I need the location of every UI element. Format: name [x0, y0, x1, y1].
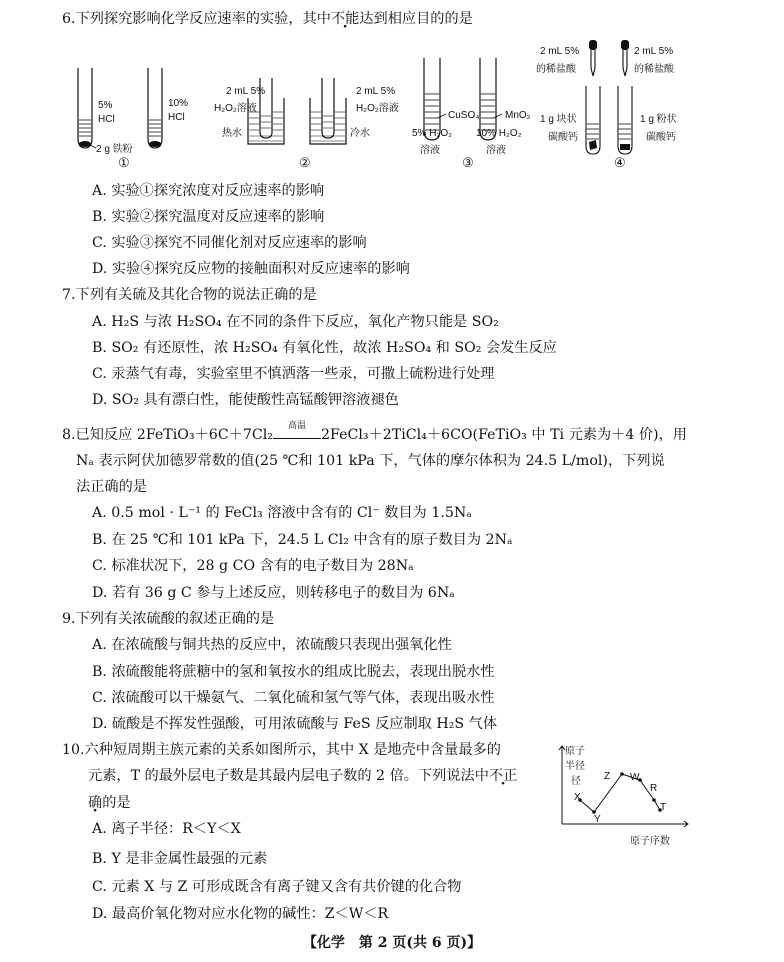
q7-option-d: D. SO₂ 具有漂白性，能使酸性高锰酸钾溶液褪色	[92, 392, 399, 408]
q6-option-d: D. 实验④探究反应物的接触面积对反应速率的影响	[92, 261, 410, 277]
fig4-acid-1b: 的稀盐酸	[536, 64, 576, 75]
graph-label-x: X	[574, 792, 581, 803]
fig2-hot-water: 热水	[222, 128, 242, 139]
q10-stem-line2-text: 元素，T 的最外层电子数是其最内层电子数的 2 倍。下列说法中	[88, 768, 489, 784]
q8-equation-left: 8.已知反应 2FeTiO₃＋6C＋7Cl₂	[62, 427, 273, 443]
q6-option-b: B. 实验②探究温度对反应速率的影响	[92, 209, 325, 225]
graph-label-w: W	[630, 772, 640, 783]
q10-option-a: A. 离子半径：R＜Y＜X	[92, 821, 241, 837]
fig3-sol-2b: 溶液	[486, 145, 506, 156]
fig1-right-conc: 10%	[168, 98, 189, 109]
q10-stem-line3-text: 的是	[102, 795, 131, 811]
q10-option-d: D. 最高价氧化物对应水化物的碱性：Z＜W＜R	[92, 906, 389, 922]
fig2-left-vol: 2 mL 5%	[226, 86, 266, 97]
fig4-solid-1a: 1 g 块状	[540, 114, 577, 125]
graph-label-r: R	[650, 783, 658, 794]
q9-option-d: D. 硫酸是不挥发性强酸，可用浓硫酸与 FeS 反应制取 H₂S 气体	[92, 716, 498, 732]
graph-point-z	[620, 772, 624, 776]
graph-ylabel-2: 半径	[565, 761, 585, 772]
q8-option-b: B. 在 25 ℃和 101 kPa 下，24.5 L Cl₂ 中含有的原子数目为 2Nₐ	[92, 532, 513, 548]
fig3-catalyst-2: MnO₂	[505, 110, 531, 121]
q6-stem-post: 达到相应目的的是	[359, 11, 473, 27]
fig1-left-acid: HCl	[98, 114, 115, 125]
page-footer: 【化学 第 2 页(共 6 页)】	[302, 935, 482, 951]
q10-option-b: B. Y 是非金属性最强的元素	[92, 851, 268, 867]
q10-stem-line2	[88, 765, 517, 787]
q6-stem-emphasis: 不能	[330, 11, 360, 27]
q6-option-c: C. 实验③探究不同催化剂对反应速率的影响	[92, 235, 367, 251]
q6-option-a: A. 实验①探究浓度对反应速率的影响	[92, 183, 325, 199]
fig2-right-sol: H₂O₂溶液	[356, 103, 399, 114]
fig4-acid-2b: 的稀盐酸	[634, 64, 674, 75]
fig3-sol-1b: 溶液	[420, 145, 440, 156]
graph-point-r	[652, 798, 656, 802]
q8-stem-line1	[62, 421, 687, 446]
fig4-solid-2b: 碳酸钙	[646, 132, 676, 143]
q9-option-c: C. 浓硫酸可以干燥氨气、二氧化硫和氢气等气体，表现出吸水性	[92, 690, 495, 706]
graph-label-t: T	[660, 802, 667, 813]
q8-option-a: A. 0.5 mol · L⁻¹ 的 FeCl₃ 溶液中含有的 Cl⁻ 数目为 1.5Nₐ	[92, 505, 472, 521]
q10-stem-line3	[88, 792, 131, 814]
graph-ylabel-1: 原子	[565, 746, 585, 757]
graph-ylabel-3: 径	[571, 776, 581, 787]
fig4-solid-1b: 碳酸钙	[548, 132, 578, 143]
q8-option-c: C. 标准状况下，28 g CO 含有的电子数目为 28Nₐ	[92, 558, 414, 574]
fig4-number: ④	[614, 156, 626, 171]
q6-stem	[62, 8, 473, 30]
q10-stem-line1: 10.六种短周期主族元素的关系如图所示，其中 X 是地壳中含量最多的	[62, 742, 501, 758]
q6-stem-pre: 6.下列探究影响化学反应速率的实验，其中	[62, 11, 331, 27]
graph-label-y: Y	[594, 814, 601, 825]
q10-option-c: C. 元素 X 与 Z 可形成既含有离子键又含有共价键的化合物	[92, 879, 462, 895]
fig1-iron: 2 g 铁粉	[96, 144, 133, 155]
q7-option-a: A. H₂S 与浓 H₂SO₄ 在不同的条件下反应，氧化产物只能是 SO₂	[92, 314, 499, 330]
q7-option-b: B. SO₂ 有还原性，浓 H₂SO₄ 有氧化性，故浓 H₂SO₄ 和 SO₂ 会发生反应	[92, 340, 557, 356]
q7-option-c: C. 汞蒸气有毒，实验室里不慎洒落一些汞，可撒上硫粉进行处理	[92, 366, 495, 382]
fig4-acid-2a: 2 mL 5%	[634, 46, 674, 57]
q9-option-a: A. 在浓硫酸与铜共热的反应中，浓硫酸只表现出强氧化性	[92, 637, 452, 653]
fig3-sol-1a: 5% H₂O₂	[412, 128, 452, 139]
q8-option-d: D. 若有 36 g C 参与上述反应，则转移电子的数目为 6Nₐ	[92, 585, 455, 601]
q6-figure-2	[240, 72, 370, 156]
q10-stem-emphasis-2: 确	[88, 795, 103, 811]
fig3-sol-2a: 10% H₂O₂	[476, 128, 522, 139]
fig2-number: ②	[299, 156, 311, 171]
fig1-left-conc: 5%	[98, 100, 113, 111]
q10-stem-emphasis: 不正	[488, 768, 518, 784]
q8-stem-line3: 法正确的是	[76, 479, 147, 495]
fig1-right-acid: HCl	[168, 112, 185, 123]
q9-option-b: B. 浓硫酸能将蔗糖中的氢和氧按水的组成比脱去，表现出脱水性	[92, 664, 495, 680]
fig4-acid-1a: 2 mL 5%	[540, 46, 580, 57]
q8-condition: 高温	[287, 421, 306, 431]
fig3-number: ③	[462, 156, 474, 171]
fig3-catalyst-1: CuSO₄	[448, 110, 480, 121]
q7-stem: 7.下列有关硫及其化合物的说法正确的是	[62, 287, 317, 303]
q8-stem-line2: Nₐ 表示阿伏加德罗常数的值(25 ℃和 101 kPa 下，气体的摩尔体积为 24.5 L/mol)，下列说	[76, 453, 665, 469]
q8-equation-right: 2FeCl₃＋2TiCl₄＋6CO(FeTiO₃ 中 Ti 元素为＋4 价)，用	[320, 427, 687, 443]
q9-stem: 9.下列有关浓硫酸的叙述正确的是	[62, 611, 275, 627]
q6-figure-4	[580, 38, 640, 162]
fig4-solid-2a: 1 g 粉状	[640, 114, 677, 125]
fig2-cold-water: 冷水	[350, 128, 370, 139]
fig1-number: ①	[118, 156, 130, 171]
graph-xlabel: 原子序数	[630, 836, 670, 847]
q8-reaction-arrow	[273, 421, 321, 439]
fig2-left-sol: H₂O₂溶液	[214, 103, 257, 114]
graph-label-z: Z	[604, 771, 611, 782]
fig2-right-vol: 2 mL 5%	[356, 86, 396, 97]
